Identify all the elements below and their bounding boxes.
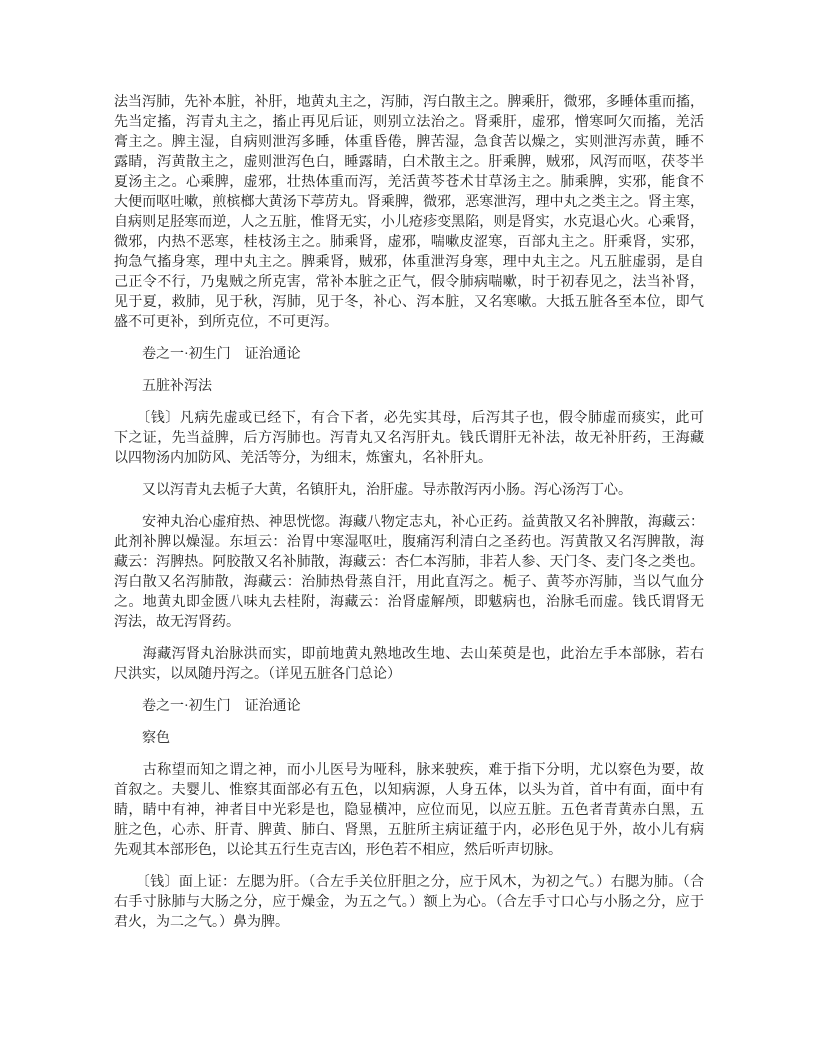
text-line: 拘急气搐身寒，理中丸主之。脾乘肾，贼邪，体重泄泻身寒，理中丸主之。凡五脏虚弱，是自: [114, 255, 704, 270]
paragraph-qian-mianshangzheng: [114, 873, 704, 933]
text-line: 察色: [114, 731, 170, 746]
section-heading-chase: [114, 729, 704, 749]
paragraph-zhenganwan: [114, 481, 704, 501]
paragraph-chase-intro: [114, 761, 704, 861]
document-text: [114, 93, 704, 933]
text-line: 盛不可更补，到所克位，不可更泻。: [114, 315, 338, 330]
text-line: 卷之一·初生门 证治通论: [114, 699, 301, 714]
text-line: 尺洪实，以凤随丹泻之。（详见五脏各门总论）: [114, 667, 401, 682]
text-line: 海藏泻肾丸治脉洪而实，即前地黄丸熟地改生地、去山茱萸是也，此治左手本部脉，若右: [114, 647, 704, 662]
text-line: 〔钱〕凡病先虚或已经下，有合下者，必先实其母，后泻其子也，假令肺虚而痰实，此可: [114, 411, 704, 426]
text-line: 又以泻青丸去栀子大黄，名镇肝丸，治肝虚。导赤散泻丙小肠。泻心汤泻丁心。: [114, 483, 632, 498]
text-line: 〔钱〕面上证：左腮为肝。（合左手关位肝胆之分，应于风木，为初之气。）右腮为肺。（合: [114, 875, 704, 890]
text-line: 自病则足胫寒而逆，人之五脏，惟肾无实，小儿疮疹变黑陷，则是肾实，水克退心火。心乘肾，: [114, 215, 704, 230]
text-line: 脏之色，心赤、肝青、脾黄、肺白、肾黑，五脏所主病证蕴于内，必形色见于外，故小儿有病: [114, 823, 704, 838]
paragraph-qian-bu-xie: [114, 409, 704, 469]
text-line: 君火，为二之气。）鼻为脾。: [114, 915, 289, 930]
text-line: 睛，睛中有神，神者目中光彩是也，隐显横冲，应位而见，以应五脏。五色者青黄赤白黑，五: [114, 803, 704, 818]
text-line: 古称望而知之谓之神，而小儿医号为哑科，脉来驶疾，难于指下分明，尤以察色为要，故: [114, 763, 704, 778]
text-line: 先观其本部形色，以论其五行生克吉凶，形色若不相应，然后听声切脉。: [114, 843, 562, 858]
text-line: 卷之一·初生门 证治通论: [114, 347, 301, 362]
text-line: 见于夏，救肺，见于秋，泻肺，见于冬，补心、泻本脏，又名寒嗽。大抵五脏各至本位，即气: [114, 295, 704, 310]
text-line: 之。地黄丸即金匮八味丸去桂附，海藏云：治肾虚解颅，即魃病也，治脉毛而虚。钱氏谓肾无: [114, 595, 704, 610]
paragraph-haizang-xieshenwan: [114, 645, 704, 685]
text-line: 以四物汤内加防风、羌活等分，为细末，炼蜜丸，名补肝丸。: [114, 451, 492, 466]
section-heading-wuzang-buxiefa: [114, 377, 704, 397]
text-line: 安神丸治心虚疳热、神思恍惚。海藏八物定志丸，补心正药。益黄散又名补脾散，海藏云：: [114, 515, 704, 530]
paragraph-five-zang-transmission: [114, 93, 704, 333]
text-line: 露睛，泻黄散主之，虚则泄泻色白，睡露睛，白术散主之。肝乘脾，贼邪，风泻而呕，茯苓半: [114, 155, 704, 170]
text-line: 藏云：泻脾热。阿胶散又名补肺散，海藏云：杏仁本泻肺，非若人参、天门冬、麦门冬之类也。: [114, 555, 704, 570]
text-line: 大便而呕吐嗽，煎槟榔大黄汤下葶苈丸。肾乘脾，微邪，恶寒泄泻，理中丸之类主之。肾主寒，: [114, 195, 704, 210]
text-line: 右手寸脉肺与大肠之分，应于燥金，为五之气。）额上为心。（合左手寸口心与小肠之分，应于: [114, 895, 704, 910]
text-line: 五脏补泻法: [114, 379, 212, 394]
paragraph-anshenwan: [114, 513, 704, 633]
text-line: 泻白散又名泻肺散，海藏云：治肺热骨蒸自汗，用此直泻之。栀子、黄芩亦泻肺，当以气血分: [114, 575, 704, 590]
text-line: 泻法，故无泻肾药。: [114, 615, 240, 630]
text-line: 夏汤主之。心乘脾，虚邪，壮热体重而泻，羌活黄芩苍术甘草汤主之。肺乘脾，实邪，能食不: [114, 175, 704, 190]
text-line: 己正令不行，乃鬼贼之所克害，常补本脏之正气，假令肺病喘嗽，时于初春见之，法当补肾，: [114, 275, 704, 290]
text-line: 微邪，内热不恶寒，桂枝汤主之。肺乘肾，虚邪，喘嗽皮涩寒，百部丸主之。肝乘肾，实邪，: [114, 235, 704, 250]
text-line: 此剂补脾以燥湿。东垣云：治胃中寒湿呕吐，腹痛泻利清白之圣药也。泻黄散又名泻脾散，海: [114, 535, 704, 550]
text-line: 法当泻肺，先补本脏，补肝，地黄丸主之，泻肺，泻白散主之。脾乘肝，微邪，多睡体重而搐，: [114, 95, 704, 110]
text-line: 下之证，先当益脾，后方泻肺也。泻青丸又名泻肝丸。钱氏谓肝无补法，故无补肝药，王海藏: [114, 431, 704, 446]
section-heading-chapter: [114, 345, 704, 365]
text-line: 先当定搐，泻青丸主之，搐止再见后证，则别立法治之。肾乘肝，虚邪，憎寒呵欠而搐，羌活: [114, 115, 704, 130]
text-line: 膏主之。脾主湿，自病则泄泻多睡，体重昏倦，脾苦湿，急食苦以燥之，实则泄泻赤黄，睡不: [114, 135, 704, 150]
section-heading-chapter-2: [114, 697, 704, 717]
text-line: 首叙之。夫婴儿、惟察其面部必有五色，以知病源，人身五体，以头为首，首中有面，面中有: [114, 783, 704, 798]
